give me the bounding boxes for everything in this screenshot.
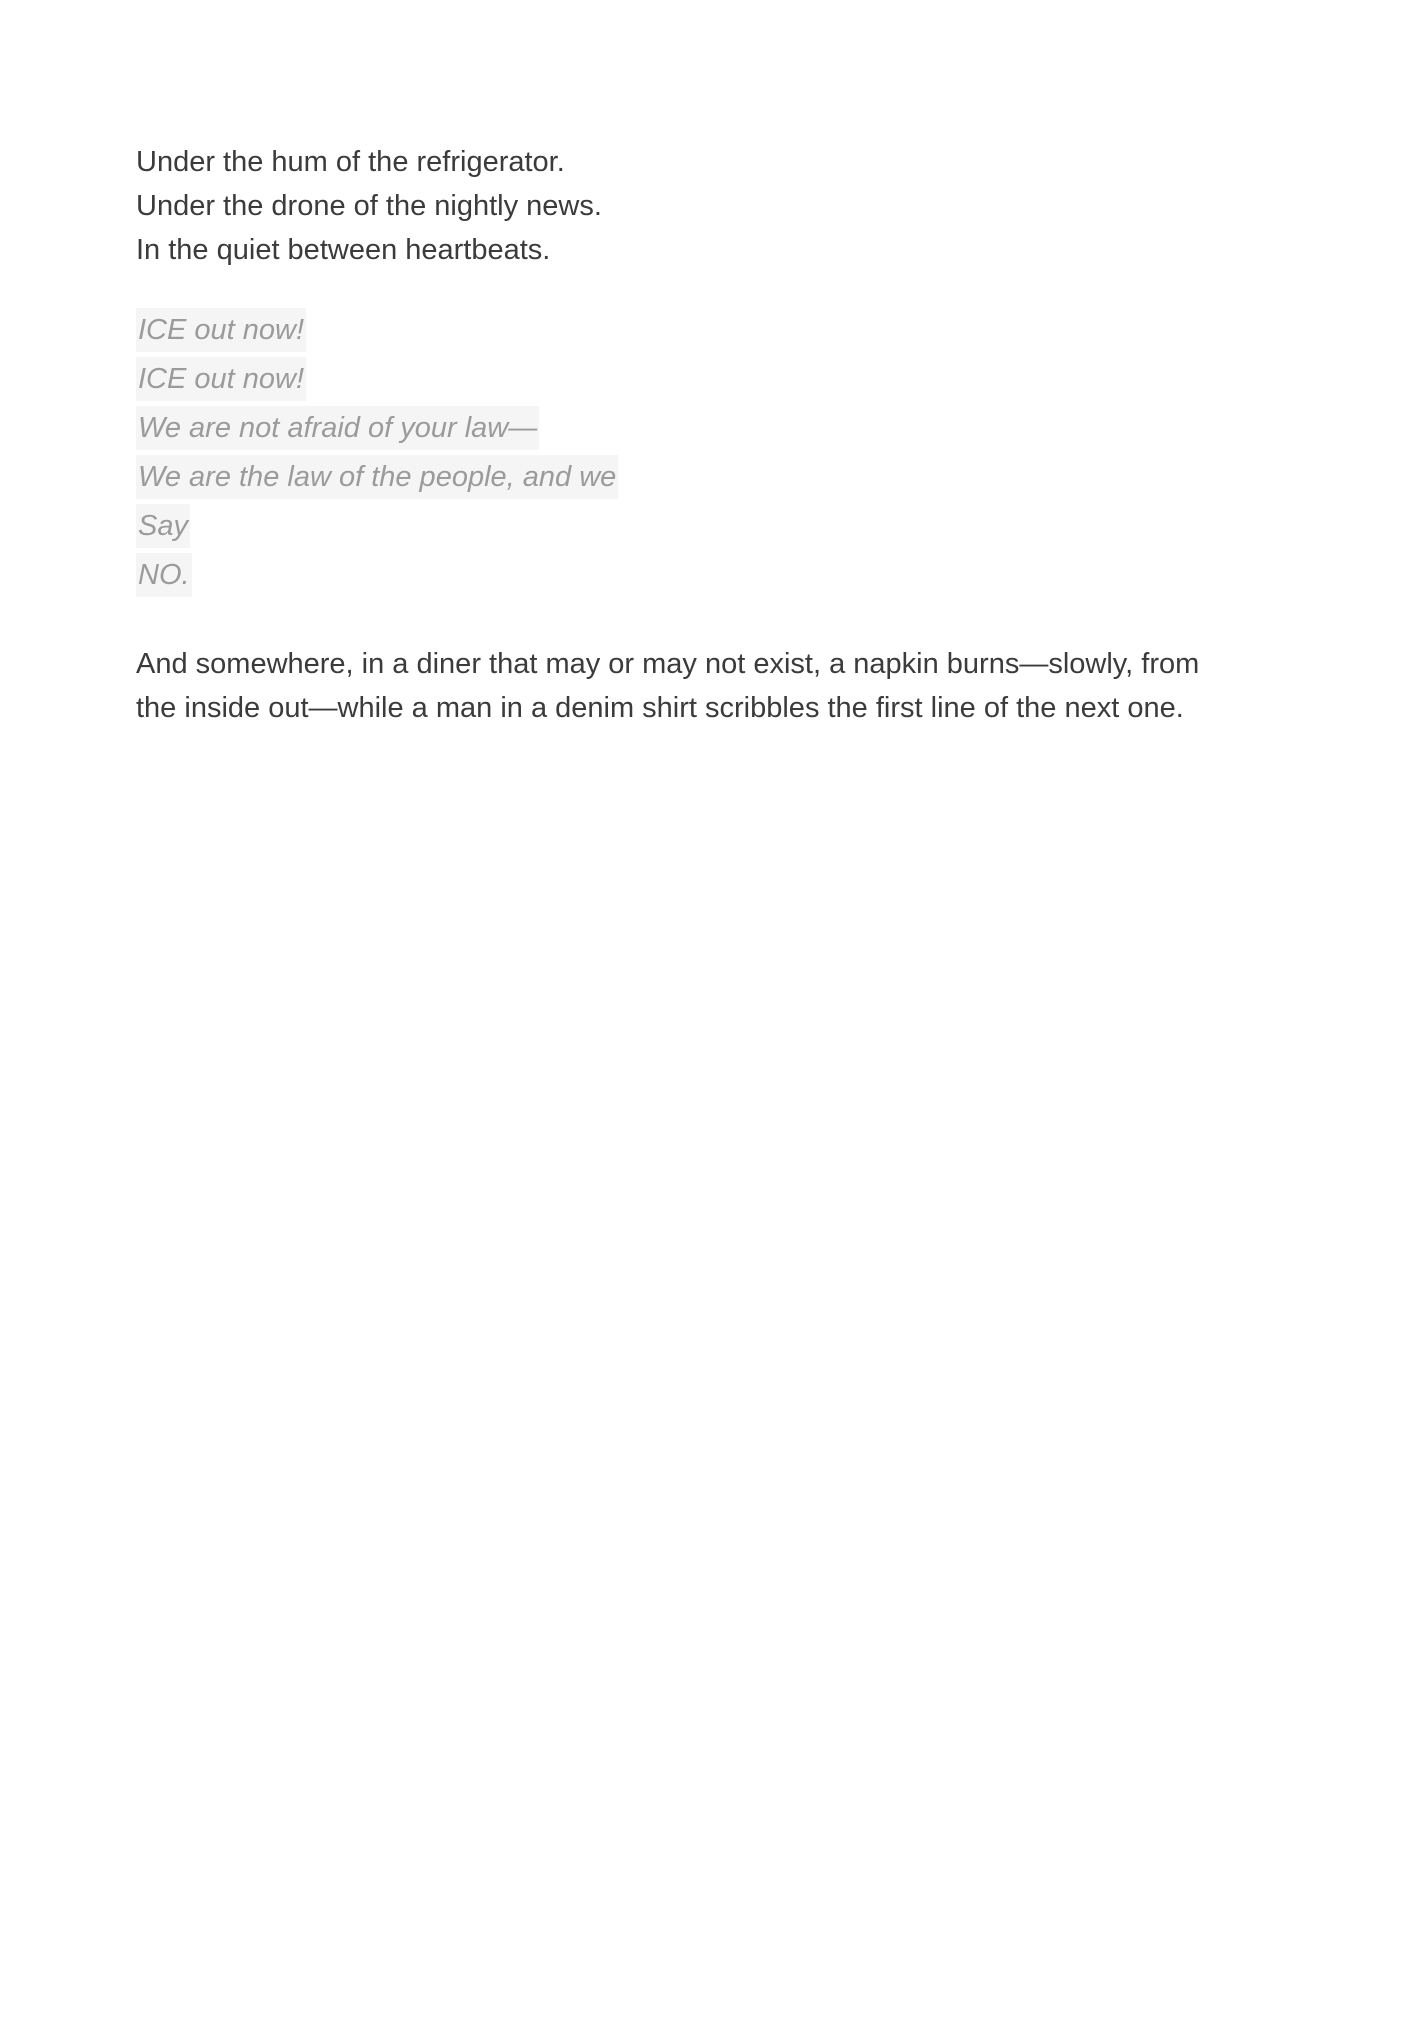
chant-line: We are the law of the people, and we [136,455,618,499]
chant-line: NO. [136,553,192,597]
stanza-line: Under the hum of the refrigerator. [136,146,565,178]
chant-line-wrap [136,553,1226,602]
stanza-line: In the quiet between heartbeats. [136,234,551,266]
stanza-line: Under the drone of the nightly news. [136,190,602,222]
stanza-opening [136,140,1226,272]
chant-line-wrap [136,504,1226,553]
stanza-chant [136,308,1226,602]
chant-line: ICE out now! [136,308,306,352]
chant-line-wrap [136,308,1226,357]
paragraph-closing [136,642,1226,730]
chant-line: ICE out now! [136,357,306,401]
chant-line-wrap [136,357,1226,406]
chant-line: We are not afraid of your law— [136,406,539,450]
chant-line-wrap [136,455,1226,504]
chant-line: Say [136,504,190,548]
document-body [136,140,1226,730]
chant-line-wrap [136,406,1226,455]
paragraph-text: And somewhere, in a diner that may or may not exist, a napkin burns—slowly, from the inside out—while a man in a denim shirt scribbles the first line of the next one. [136,648,1200,724]
